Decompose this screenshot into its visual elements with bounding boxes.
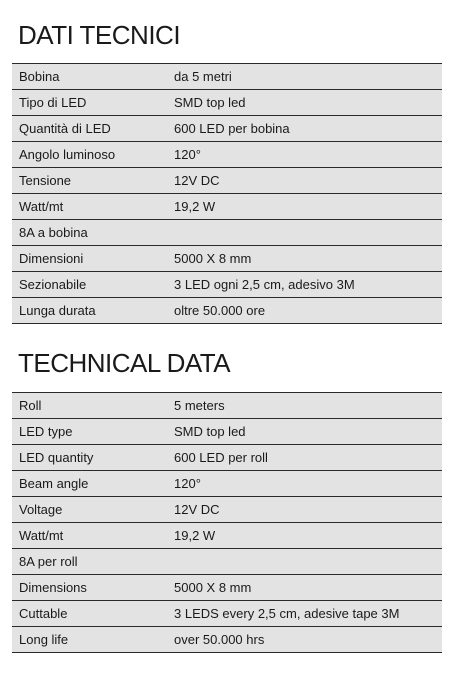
table-row: [12, 471, 442, 497]
row-value: oltre 50.000 ore: [174, 303, 266, 318]
table-row: [12, 246, 442, 272]
table-row: [12, 90, 442, 116]
row-value: over 50.000 hrs: [174, 632, 265, 647]
row-value: 12V DC: [174, 502, 220, 517]
row-value: 600 LED per bobina: [174, 121, 290, 136]
row-label: 8A a bobina: [19, 225, 88, 240]
row-value: 120°: [174, 147, 201, 162]
row-value: 3 LEDS every 2,5 cm, adesive tape 3M: [174, 606, 400, 621]
table-row: [12, 445, 442, 471]
row-label: Tipo di LED: [19, 95, 87, 110]
spec-table-en: [12, 392, 442, 653]
row-label: LED type: [19, 424, 73, 439]
row-value: 600 LED per roll: [174, 450, 268, 465]
row-label: Dimensions: [19, 580, 87, 595]
section-title-en: TECHNICAL DATA: [18, 348, 231, 378]
table-row: [12, 220, 442, 246]
row-label: Watt/mt: [19, 199, 64, 214]
row-label: LED quantity: [19, 450, 94, 465]
section-title-it: DATI TECNICI: [18, 20, 181, 50]
row-value: da 5 metri: [174, 69, 232, 84]
row-value: 19,2 W: [174, 528, 216, 543]
row-label: Voltage: [19, 502, 63, 517]
table-row: [12, 575, 442, 601]
row-value: 12V DC: [174, 173, 220, 188]
table-row: [12, 419, 442, 445]
row-label: Tensione: [19, 173, 72, 188]
table-row: [12, 142, 442, 168]
row-label: 8A per roll: [19, 554, 78, 569]
row-value: SMD top led: [174, 424, 246, 439]
table-row: [12, 64, 442, 90]
table-row: [12, 116, 442, 142]
row-value: 19,2 W: [174, 199, 216, 214]
row-value: 120°: [174, 476, 201, 491]
row-value: 5000 X 8 mm: [174, 580, 252, 595]
table-row: [12, 393, 442, 419]
row-label: Watt/mt: [19, 528, 64, 543]
row-label: Quantità di LED: [19, 121, 111, 136]
row-value: 5 meters: [174, 398, 225, 413]
row-label: Lunga durata: [19, 303, 96, 318]
row-value: SMD top led: [174, 95, 246, 110]
row-label: Long life: [19, 632, 69, 647]
row-label: Roll: [19, 398, 42, 413]
row-label: Dimensioni: [19, 251, 84, 266]
table-row: [12, 627, 442, 653]
table-row: [12, 168, 442, 194]
row-label: Bobina: [19, 69, 60, 84]
table-row: [12, 549, 442, 575]
row-label: Beam angle: [19, 476, 89, 491]
row-value: 3 LED ogni 2,5 cm, adesivo 3M: [174, 277, 355, 292]
row-label: Sezionabile: [19, 277, 87, 292]
row-label: Angolo luminoso: [19, 147, 116, 162]
table-row: [12, 272, 442, 298]
table-row: [12, 298, 442, 324]
table-row: [12, 601, 442, 627]
spec-table-it: [12, 63, 442, 324]
table-row: [12, 194, 442, 220]
row-label: Cuttable: [19, 606, 68, 621]
table-row: [12, 523, 442, 549]
table-row: [12, 497, 442, 523]
row-value: 5000 X 8 mm: [174, 251, 252, 266]
